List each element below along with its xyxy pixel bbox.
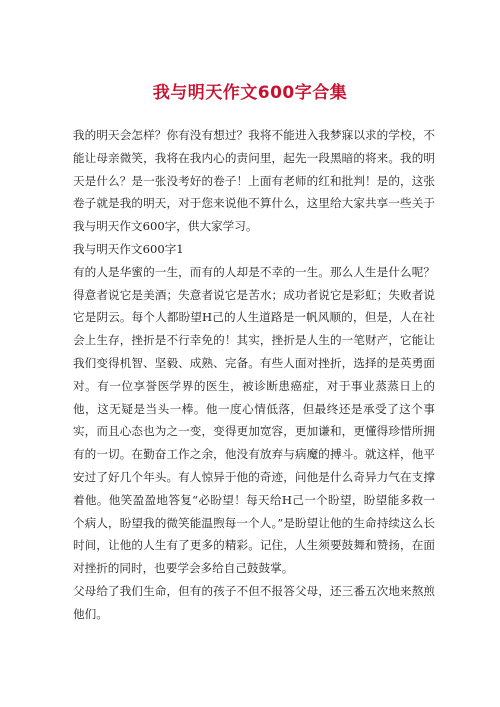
body-paragraph-1: 有的人是华蜜的一生，而有的人却是不幸的一生。那么人生是什么呢？得意者说它是美酒；失意者说它是苦水；成功者说它是彩虹；失败者说它是阴云。每个人都盼望H己的人生道路是一帆风顺的，但是，人在社会上生存，挫折是不行幸免的！其实，挫折是人生的一笔财产，它能让我们变得机智、坚毅、成熟、完备。有些人面对挫折，选择的是英勇面对。有一位享誉医学界的医生，被诊断患癌症，对于事业蒸蒸日上的他，这无疑是当头一棒。他一度心情低落，但最终还是承受了这个事实，而且心态也为之一变，变得更加宽容，更加谦和，更懂得珍惜所拥有的一切。在勤奋工作之余，他没有放弃与病魔的搏斗。就这样，他平安过了好几个年头。有人惊异于他的奇迹，问他是什么奇异力气在支撑着他。他笑盈盈地答复“必盼望！每天给H己一个盼望，盼望能多救一个病人，盼望我的微笑能温煦每一个人。”是盼望让他的生命持续这么长时间，让他的人生有了更多的精彩。记住，人生须要鼓舞和赞扬，在面对挫折的同时，也要学会多给自己鼓鼓掌。: [73, 264, 435, 576]
document-title: 我与明天作文600字合集: [152, 83, 348, 103]
document-body: [73, 124, 435, 626]
intro-paragraph: 我的明天会怎样？你有没有想过？我将不能进入我梦寐以求的学校，不能让母亲微笑，我将在我内心的责问里，起先一段黑暗的将来。我的明天是什么？是一张没考好的卷子！上面有老师的红和批判！是的，这张卷子就是我的明天，对于您来说他不算什么，这里给大家共享一些关于我与明天作文600字，供大家学习。: [73, 128, 435, 234]
section-title: 我与明天作文600字1: [73, 241, 184, 256]
body-paragraph-2: 父母给了我们生命，但有的孩子不但不报答父母，还三番五次地来熬煎他们。: [73, 583, 435, 621]
